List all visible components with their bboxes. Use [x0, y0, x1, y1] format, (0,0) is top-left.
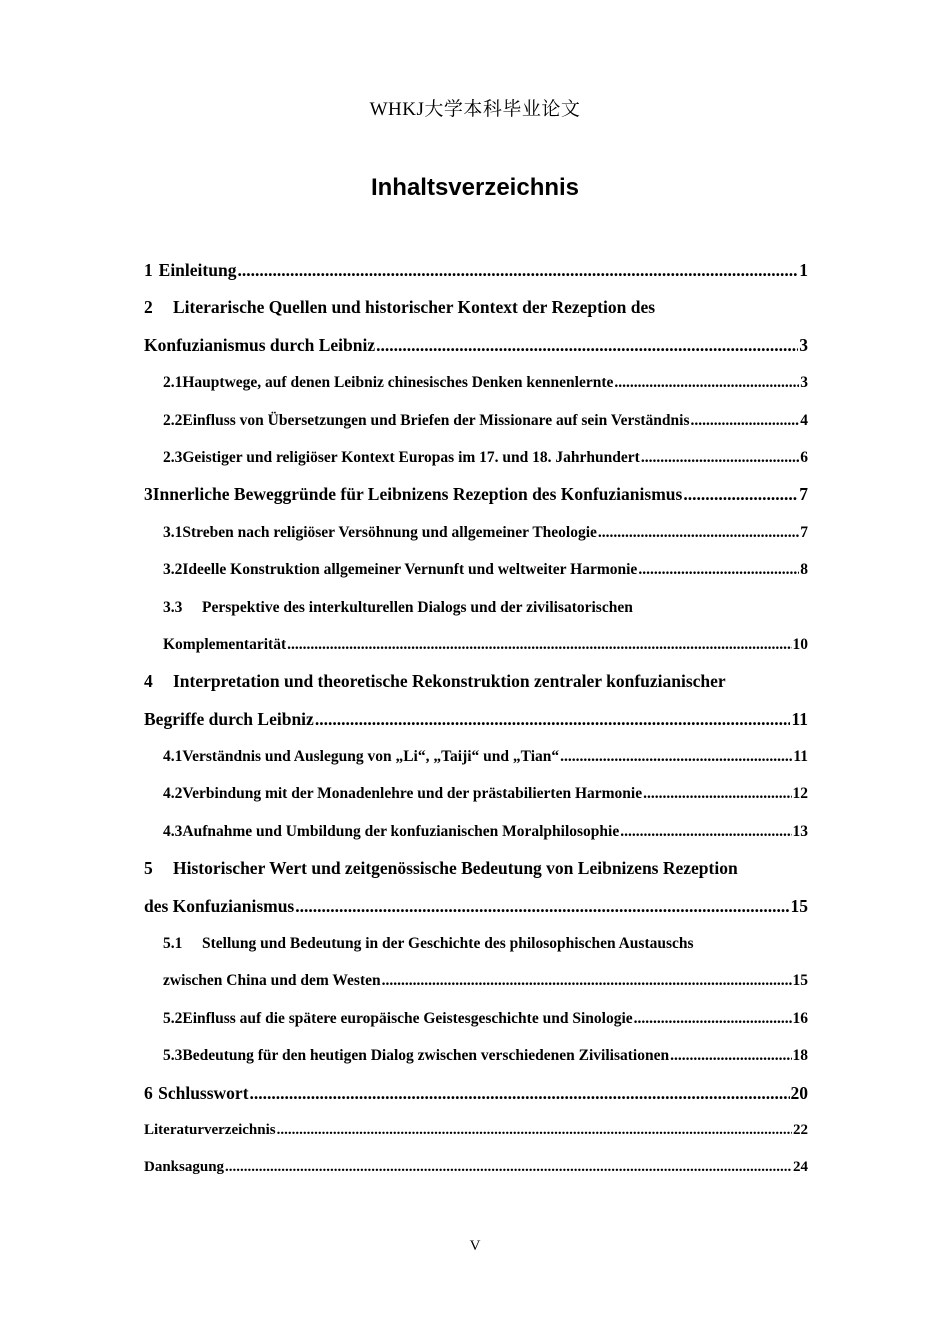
toc-number: 4.3: [163, 822, 183, 840]
toc-page: 1: [799, 260, 808, 280]
toc-number: 1: [144, 260, 153, 280]
toc-entry-2-line1[interactable]: [144, 289, 808, 326]
toc-leader: [683, 476, 798, 513]
toc-page: 10: [792, 635, 808, 653]
toc-entry-3[interactable]: [144, 476, 808, 513]
toc-label: Danksagung: [144, 1159, 225, 1176]
toc-number: 4: [144, 671, 153, 692]
toc-page: 12: [792, 785, 808, 803]
toc-entry-acknowledgements[interactable]: [144, 1149, 808, 1186]
toc-page: 15: [790, 895, 808, 916]
toc-entry-6[interactable]: [144, 1075, 808, 1112]
toc-label-cont: des Konfuzianismus: [144, 895, 295, 916]
toc-entry-4[interactable]: [144, 701, 808, 738]
toc-page: 20: [790, 1082, 808, 1103]
toc-page: 22: [793, 1121, 808, 1138]
toc-number: 2.1: [163, 374, 183, 392]
toc-page: 11: [791, 708, 808, 729]
toc-entry-4-2[interactable]: [144, 775, 808, 812]
toc-number: 5.2: [163, 1009, 183, 1027]
toc-page: 7: [799, 484, 808, 505]
toc-leader: [598, 514, 799, 551]
toc-number: 5.1: [163, 935, 183, 953]
toc-leader: [620, 813, 791, 850]
page-number: V: [469, 1238, 481, 1254]
toc-entry-5-2[interactable]: [144, 1000, 808, 1037]
toc-entry-literature[interactable]: [144, 1112, 808, 1149]
toc-leader: [295, 888, 789, 925]
toc-number: 3.2: [163, 561, 183, 579]
toc-page: 11: [793, 748, 808, 766]
toc-page: 4: [800, 411, 808, 429]
toc-leader: [382, 962, 792, 999]
toc-entry-3-2[interactable]: [144, 551, 808, 588]
toc-label: Stellung und Bedeutung in der Geschichte des philosophischen Austauschs: [202, 935, 694, 953]
toc-leader: [638, 551, 799, 588]
toc-leader: [376, 327, 798, 364]
toc-label: Literaturverzeichnis: [144, 1121, 276, 1138]
toc-label: Verständnis und Auslegung von „Li“, „Taiji“ und „Tian“: [182, 748, 560, 766]
toc-leader: [643, 775, 791, 812]
toc-number: 2.2: [163, 411, 183, 429]
toc-label: Schlusswort: [158, 1082, 249, 1103]
toc-leader: [641, 439, 799, 476]
toc-number: 2: [144, 297, 153, 318]
toc-entry-3-3[interactable]: [144, 626, 808, 663]
toc-leader: [560, 738, 792, 775]
table-of-contents: [144, 252, 808, 1187]
toc-page: 3: [800, 374, 808, 392]
toc-number: 4.1: [163, 748, 183, 766]
toc-entry-5[interactable]: [144, 888, 808, 925]
toc-entry-3-3-line1[interactable]: [144, 589, 808, 626]
toc-entry-4-line1[interactable]: [144, 663, 808, 700]
toc-leader: [277, 1112, 792, 1149]
toc-page: 3: [799, 334, 808, 355]
toc-label: Verbindung mit der Monadenlehre und der prästabilierten Harmonie: [182, 785, 643, 803]
toc-entry-2-3[interactable]: [144, 439, 808, 476]
toc-number: 4.2: [163, 785, 183, 803]
toc-label: Einfluss auf die spätere europäische Geistesgeschichte und Sinologie: [182, 1009, 633, 1027]
toc-leader: [691, 402, 800, 439]
toc-label: Einleitung: [158, 260, 237, 280]
toc-entry-3-1[interactable]: [144, 514, 808, 551]
toc-number: 6: [144, 1082, 153, 1103]
toc-page: 13: [792, 822, 808, 840]
toc-page: 16: [792, 1009, 808, 1027]
toc-page: 18: [792, 1047, 808, 1065]
toc-number: 3.1: [163, 523, 183, 541]
toc-leader: [670, 1037, 791, 1074]
toc-page: 24: [793, 1159, 808, 1176]
toc-number: 5: [144, 858, 153, 879]
toc-entry-4-3[interactable]: [144, 813, 808, 850]
toc-label: Hauptwege, auf denen Leibniz chinesisches Denken kennenlernte: [182, 374, 614, 392]
toc-number: 2.3: [163, 448, 183, 466]
toc-entry-2-1[interactable]: [144, 364, 808, 401]
toc-label: Einfluss von Übersetzungen und Briefen der Missionare auf sein Verständnis: [182, 411, 690, 429]
toc-label: Literarische Quellen und historischer Kontext der Rezeption des: [173, 297, 656, 318]
toc-leader: [614, 364, 799, 401]
toc-label: Historischer Wert und zeitgenössische Bedeutung von Leibnizens Rezeption: [173, 858, 738, 879]
toc-number: 5.3: [163, 1047, 183, 1065]
toc-label-cont: zwischen China und dem Westen: [163, 972, 381, 990]
toc-page: 15: [792, 972, 808, 990]
toc-leader: [315, 701, 791, 738]
toc-page: 6: [800, 448, 808, 466]
toc-label: Interpretation und theoretische Rekonstruktion zentraler konfuzianischer: [173, 671, 726, 692]
toc-leader: [225, 1149, 792, 1186]
toc-label: Innerliche Beweggründe für Leibnizens Rezeption des Konfuzianismus: [152, 484, 683, 505]
toc-leader: [237, 252, 798, 289]
toc-entry-2[interactable]: [144, 327, 808, 364]
toc-label-cont: Begriffe durch Leibniz: [144, 708, 314, 729]
page-title: Inhaltsverzeichnis: [370, 174, 580, 201]
toc-label-cont: Komplementarität: [163, 635, 287, 653]
toc-entry-5-3[interactable]: [144, 1037, 808, 1074]
toc-entry-4-1[interactable]: [144, 738, 808, 775]
toc-entry-5-1-line1[interactable]: [144, 925, 808, 962]
toc-entry-1[interactable]: [144, 252, 808, 289]
toc-page: 8: [800, 561, 808, 579]
toc-entry-5-1[interactable]: [144, 962, 808, 999]
toc-label: Geistiger und religiöser Kontext Europas im 17. und 18. Jahrhundert: [182, 448, 640, 466]
document-header: WHKJ大学本科毕业论文: [369, 99, 581, 120]
toc-leader: [250, 1075, 790, 1112]
toc-label: Aufnahme und Umbildung der konfuzianischen Moralphilosophie: [182, 822, 620, 840]
toc-leader: [287, 626, 791, 663]
toc-label: Streben nach religiöser Versöhnung und allgemeiner Theologie: [182, 523, 597, 541]
toc-label: Ideelle Konstruktion allgemeiner Vernunft und weltweiter Harmonie: [182, 561, 638, 579]
toc-number: 3.3: [163, 598, 183, 616]
toc-label-cont: Konfuzianismus durch Leibniz: [144, 334, 376, 355]
toc-label: Bedeutung für den heutigen Dialog zwischen verschiedenen Zivilisationen: [182, 1047, 670, 1065]
toc-entry-2-2[interactable]: [144, 402, 808, 439]
toc-leader: [634, 1000, 792, 1037]
toc-page: 7: [800, 523, 808, 541]
toc-entry-5-line1[interactable]: [144, 850, 808, 887]
toc-label: Perspektive des interkulturellen Dialogs und der zivilisatorischen: [202, 598, 633, 616]
toc-number: 3: [144, 484, 153, 505]
